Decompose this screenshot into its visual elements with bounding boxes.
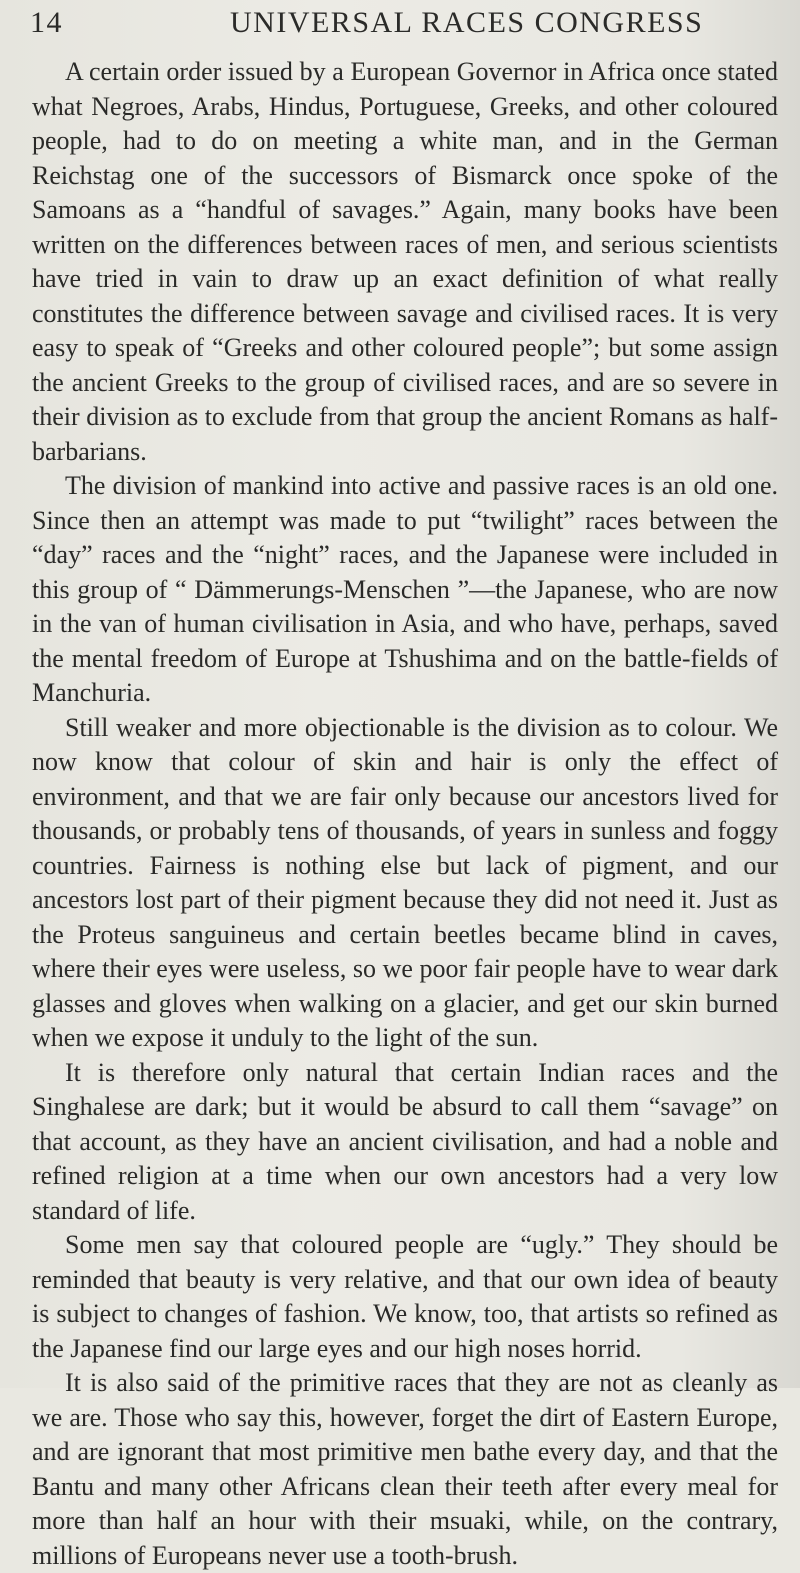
paragraph-5: Some men say that coloured people are “ugly.” They should be reminded that beauty is very relative, and that our own idea of beauty is subject to changes of fashion. We know, too, that artists so refined as the Japanese find our large eyes and our high noses horrid. [32,1230,778,1363]
body-text [32,55,778,1573]
running-title: UNIVERSAL RACES CONGRESS [230,6,704,39]
running-head [30,6,778,46]
paragraph-4: It is therefore only natural that certain Indian races and the Singhalese are dark; but it would be absurd to call them “savage” on that account, as they have an ancient civilisation, and had a noble and refined religion at a time when our own ancestors had a very low standard of life. [32,1057,778,1225]
paragraph-2: The division of mankind into active and passive races is an old one. Since then an attempt was made to put “twilight” races between the “day” races and the “night” races, and the Japanese were included in this group of “ Dämmerungs-Menschen ”—the Japanese, who are now in the van of human civilisation in Asia, and who have, perhaps, saved the mental freedom of Europe at Tshushima and on the battle-fields of Manchuria. [32,471,778,707]
page-number: 14 [30,6,63,39]
paragraph-3: Still weaker and more objectionable is the division as to colour. We now know that colour of skin and hair is only the effect of environment, and that we are fair only because our ancestors lived for thousands, or probably tens of thousands, of years in sunless and foggy countries. Fairness is nothing else but lack of pigment, and our ancestors lost part of their pigment because they did not need it. Just as the Proteus sanguineus and certain beetles became blind in caves, where their eyes were useless, so we poor fair people have to wear dark glasses and gloves when walking on a glacier, and get our skin burned when we expose it unduly to the light of the sun. [32,712,778,1052]
paragraph-6: It is also said of the primitive races that they are not as cleanly as we are. Those who say this, however, forget the dirt of Eastern Europe, and are ignorant that most primitive men bathe every day, and that the Bantu and many other Africans clean their teeth after every meal for more than half an hour with their msuaki, while, on the contrary, millions of Europeans never use a tooth-brush. [32,1368,778,1570]
paragraph-1: A certain order issued by a European Governor in Africa once stated what Negroes, Arabs, Hindus, Portuguese, Greeks, and other coloured people, had to do on meeting a white man, and in the German Reichstag one of the successors of Bismarck once spoke of the Samoans as a “handful of savages.” Again, many books have been written on the differences between races of men, and serious scientists have tried in vain to draw up an exact definition of what really constitutes the difference between savage and civilised races. It is very easy to speak of “Greeks and other coloured people”; but some assign the ancient Greeks to the group of civilised races, and are so severe in their division as to exclude from that group the ancient Romans as half-barbarians. [32,57,778,466]
